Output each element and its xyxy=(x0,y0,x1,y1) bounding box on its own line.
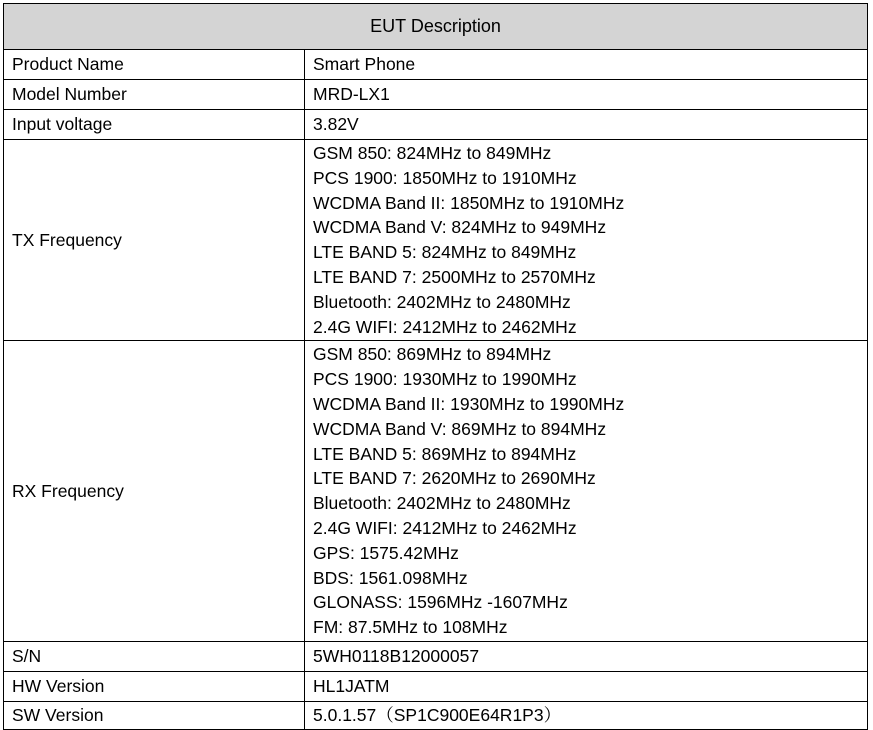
value-line: Bluetooth: 2402MHz to 2480MHz xyxy=(313,291,571,312)
value-line: GSM 850: 869MHz to 894MHz xyxy=(313,344,552,365)
row-label: S/N xyxy=(4,641,305,671)
value-line: PCS 1900: 1930MHz to 1990MHz xyxy=(313,369,577,390)
value-line: 2.4G WIFI: 2412MHz to 2462MHz xyxy=(313,316,577,337)
value-line: GLONASS: 1596MHz -1607MHz xyxy=(313,592,568,613)
row-label: RX Frequency xyxy=(4,341,305,642)
table-title-row xyxy=(4,4,868,50)
value-line: Smart Phone xyxy=(313,54,416,75)
value-line: LTE BAND 5: 869MHz to 894MHz xyxy=(313,443,577,464)
value-line: 5.0.1.57（SP1C900E64R1P3） xyxy=(313,705,562,726)
row-value xyxy=(305,110,868,140)
row-label: SW Version xyxy=(4,701,305,729)
value-line: 3.82V xyxy=(313,114,359,135)
table-row xyxy=(4,341,868,642)
row-value xyxy=(305,671,868,701)
table-row xyxy=(4,140,868,341)
value-line: LTE BAND 7: 2620MHz to 2690MHz xyxy=(313,468,596,489)
value-line: WCDMA Band II: 1850MHz to 1910MHz xyxy=(313,192,625,213)
row-value xyxy=(305,140,868,341)
value-line: HL1JATM xyxy=(313,676,390,697)
value-line: FM: 87.5MHz to 108MHz xyxy=(313,617,508,638)
value-line: WCDMA Band II: 1930MHz to 1990MHz xyxy=(313,393,625,414)
value-line: GSM 850: 824MHz to 849MHz xyxy=(313,143,552,163)
value-line: 2.4G WIFI: 2412MHz to 2462MHz xyxy=(313,517,577,538)
row-label: TX Frequency xyxy=(4,140,305,341)
value-line: WCDMA Band V: 869MHz to 894MHz xyxy=(313,418,607,439)
row-label: Input voltage xyxy=(4,110,305,140)
value-line: WCDMA Band V: 824MHz to 949MHz xyxy=(313,217,607,238)
row-label: HW Version xyxy=(4,671,305,701)
value-line: PCS 1900: 1850MHz to 1910MHz xyxy=(313,167,577,188)
value-line: BDS: 1561.098MHz xyxy=(313,567,468,588)
table-title: EUT Description xyxy=(4,4,868,50)
row-label: Product Name xyxy=(4,50,305,80)
table-row xyxy=(4,671,868,701)
table-row xyxy=(4,80,868,110)
eut-description-table xyxy=(3,3,868,730)
row-value xyxy=(305,50,868,80)
row-value xyxy=(305,701,868,729)
value-line: LTE BAND 7: 2500MHz to 2570MHz xyxy=(313,266,596,287)
value-line: Bluetooth: 2402MHz to 2480MHz xyxy=(313,493,571,514)
value-line: MRD-LX1 xyxy=(313,84,390,105)
row-value xyxy=(305,641,868,671)
table-body xyxy=(4,50,868,730)
table-row xyxy=(4,641,868,671)
value-line: GPS: 1575.42MHz xyxy=(313,542,459,563)
table-row xyxy=(4,701,868,729)
value-line: LTE BAND 5: 824MHz to 849MHz xyxy=(313,242,577,263)
value-line: 5WH0118B12000057 xyxy=(313,646,480,667)
row-value xyxy=(305,341,868,642)
row-label: Model Number xyxy=(4,80,305,110)
row-value xyxy=(305,80,868,110)
table-row xyxy=(4,50,868,80)
table-row xyxy=(4,110,868,140)
